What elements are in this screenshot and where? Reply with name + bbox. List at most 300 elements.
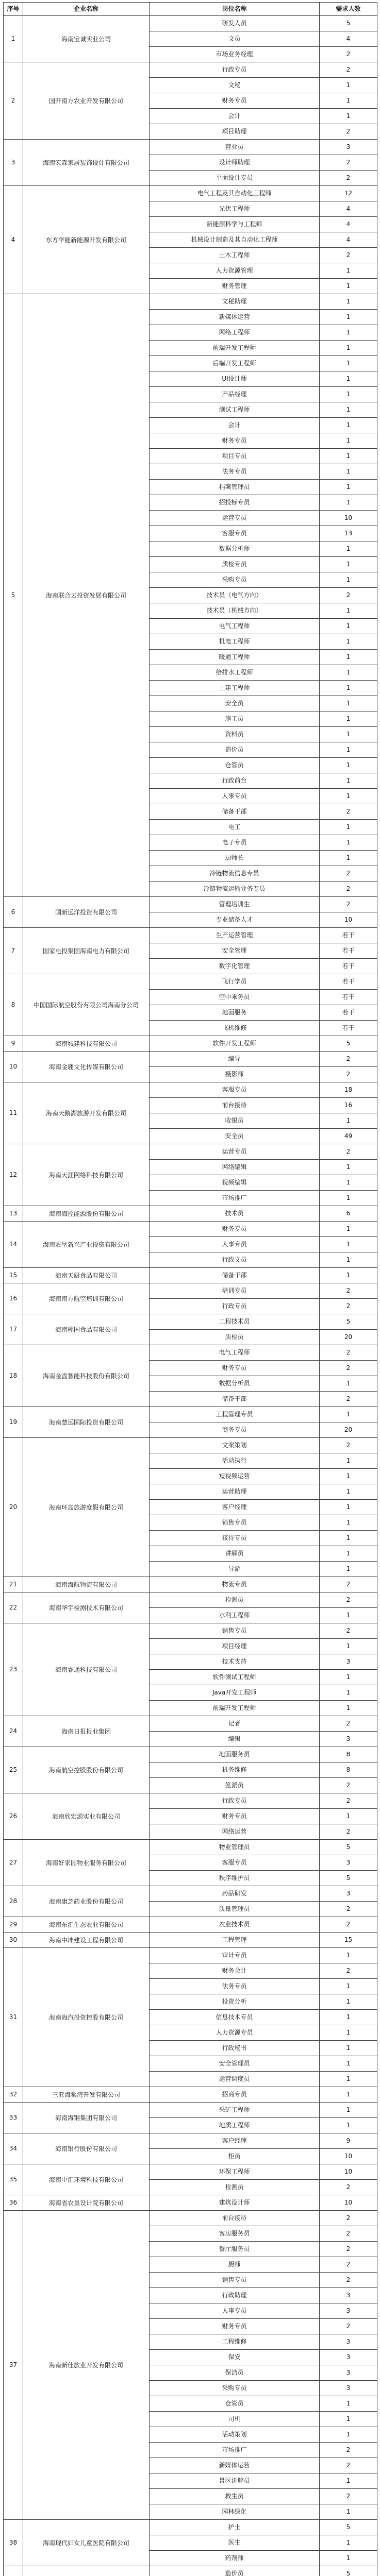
row-position: 运营专员 xyxy=(150,1144,320,1160)
row-position: 客服专员 xyxy=(150,1082,320,1098)
row-company: 海南航空控股股份有限公司 xyxy=(23,1747,150,1793)
row-position: 会计 xyxy=(150,109,320,124)
table-row xyxy=(4,1623,377,1639)
table-row xyxy=(4,140,377,155)
row-position: 物业管理员 xyxy=(150,1840,320,1855)
row-count: 1 xyxy=(320,1809,377,1824)
row-count: 1 xyxy=(320,1979,377,1994)
row-count: 16 xyxy=(320,1098,377,1113)
row-position: 厨师长 xyxy=(150,851,320,866)
table-row xyxy=(4,2211,377,2226)
row-position: 飞行学员 xyxy=(150,974,320,990)
row-count: 1 xyxy=(320,681,377,696)
row-seq: 17 xyxy=(4,1314,23,1345)
row-count: 1 xyxy=(320,2072,377,2087)
row-count: 1 xyxy=(320,650,377,665)
row-count: 2 xyxy=(320,1438,377,1453)
row-position: 文秘助理 xyxy=(150,294,320,310)
row-position: 保安 xyxy=(150,2350,320,2365)
row-count: 10 xyxy=(320,511,377,526)
row-seq: 25 xyxy=(4,1747,23,1793)
row-position: 机务维修 xyxy=(150,1762,320,1778)
row-company: 海南环岛旅游度假有限公司 xyxy=(23,1438,150,1577)
row-seq: 24 xyxy=(4,1716,23,1747)
row-count: 1 xyxy=(320,2551,377,2566)
table-row xyxy=(4,1206,377,1222)
row-position: 厨师 xyxy=(150,2257,320,2273)
row-position: 行政文员 xyxy=(150,1252,320,1268)
row-count: 1 xyxy=(320,696,377,711)
row-company: 海南天厨食品有限公司 xyxy=(23,1268,150,1283)
row-company: 东方华能新能源开发有限公司 xyxy=(23,186,150,294)
row-position: 市场推广 xyxy=(150,1191,320,1206)
row-position: 医生 xyxy=(150,2535,320,2551)
row-seq: 34 xyxy=(4,2133,23,2164)
row-position: 销售专员 xyxy=(150,2273,320,2288)
table-row xyxy=(4,186,377,201)
row-count: 3 xyxy=(320,1886,377,1902)
table-row xyxy=(4,1222,377,1237)
table-row xyxy=(4,1036,377,1052)
row-count: 1 xyxy=(320,727,377,742)
row-position: 人事专员 xyxy=(150,2303,320,2319)
row-position: 收银员 xyxy=(150,1113,320,1129)
row-position: 法务专员 xyxy=(150,1979,320,1994)
row-count: 3 xyxy=(320,1855,377,1871)
row-position: 质检专员 xyxy=(150,557,320,572)
row-position: 软件开发工程师 xyxy=(150,1036,320,1052)
table-row xyxy=(4,1268,377,1283)
row-company: 海南天鹅湖旅游开发有限公司 xyxy=(23,1082,150,1144)
row-seq: 14 xyxy=(4,1222,23,1268)
row-company: 海南银行股份有限公司 xyxy=(23,2133,150,2164)
row-count: 10 xyxy=(320,2164,377,2180)
row-count: 1 xyxy=(320,1515,377,1531)
row-company: 海南海控能源股份有限公司 xyxy=(23,1206,150,1222)
row-seq: 31 xyxy=(4,1948,23,2087)
row-position: 储备干部 xyxy=(150,1268,320,1283)
row-position: 信息技术专员 xyxy=(150,2010,320,2025)
row-count: 1 xyxy=(320,1191,377,1206)
row-seq: 35 xyxy=(4,2164,23,2195)
row-position: 光伏工程师 xyxy=(150,201,320,217)
header-position: 岗位名称 xyxy=(150,3,320,16)
row-company: 海南城建科技有限公司 xyxy=(23,1036,150,1052)
row-count: 49 xyxy=(320,1129,377,1144)
row-position: 地面服务员 xyxy=(150,1747,320,1762)
row-position: 财务专员 xyxy=(150,1809,320,1824)
row-seq: 26 xyxy=(4,1793,23,1840)
row-count: 1 xyxy=(320,418,377,433)
row-position: 财务专员 xyxy=(150,1361,320,1376)
row-position: 电气工程师 xyxy=(150,1345,320,1361)
row-count: 1 xyxy=(320,820,377,835)
row-count: 3 xyxy=(320,2365,377,2381)
row-count: 2 xyxy=(320,1577,377,1592)
row-position: 记者 xyxy=(150,1716,320,1732)
row-count: 20 xyxy=(320,1330,377,1345)
row-count: 4 xyxy=(320,232,377,248)
row-position: 培训专员 xyxy=(150,1283,320,1299)
row-count: 1 xyxy=(320,2473,377,2489)
row-company: 海南宏森家居装饰设计有限公司 xyxy=(23,140,150,186)
row-count: 1 xyxy=(320,279,377,294)
row-count: 1 xyxy=(320,402,377,418)
row-count: 1 xyxy=(320,1685,377,1701)
row-seq: 3 xyxy=(4,140,23,186)
row-position: 财务专员 xyxy=(150,433,320,449)
row-count: 1 xyxy=(320,1608,377,1623)
row-count: 1 xyxy=(320,310,377,325)
row-position: 施工员 xyxy=(150,711,320,727)
row-count: 2 xyxy=(320,1283,377,1299)
row-position: 网络编辑 xyxy=(150,1160,320,1175)
table-row xyxy=(4,1283,377,1299)
row-count: 2 xyxy=(320,124,377,140)
row-position: 安全员 xyxy=(150,696,320,711)
table-row xyxy=(4,1747,377,1762)
row-position: 农业技术员 xyxy=(150,1917,320,1933)
row-position: 网络运营 xyxy=(150,1824,320,1840)
table-row xyxy=(4,1948,377,1963)
row-company xyxy=(23,2566,150,2576)
row-count: 5 xyxy=(320,1871,377,1886)
row-position: 人力资源管理 xyxy=(150,263,320,279)
row-position: 采购专员 xyxy=(150,2381,320,2396)
row-position: 项目助理 xyxy=(150,124,320,140)
row-position: 生产运营管理 xyxy=(150,928,320,943)
row-position: 土建工程师 xyxy=(150,681,320,696)
row-position: 新媒体运营 xyxy=(150,310,320,325)
row-position: 研发人员 xyxy=(150,16,320,31)
row-count: 2 xyxy=(320,62,377,78)
row-company: 国开南方农业开发有限公司 xyxy=(23,62,150,140)
row-count: 1 xyxy=(320,1222,377,1237)
row-position: 人力资源专员 xyxy=(150,2025,320,2041)
row-count: 1 xyxy=(320,1639,377,1654)
table-row xyxy=(4,897,377,912)
row-count: 5 xyxy=(320,1036,377,1052)
row-position: 安全员 xyxy=(150,1129,320,1144)
row-position: 管理培训生 xyxy=(150,897,320,912)
row-position: 环保工程师 xyxy=(150,2164,320,2180)
row-count: 1 xyxy=(320,557,377,572)
row-company: 海南中坤建设工程有限公司 xyxy=(23,1933,150,1948)
row-position: 安全管理 xyxy=(150,943,320,959)
row-count: 3 xyxy=(320,2381,377,2396)
row-count: 1 xyxy=(320,2103,377,2118)
table-row xyxy=(4,1793,377,1809)
row-count: 1 xyxy=(320,464,377,480)
row-seq xyxy=(4,2566,23,2576)
row-position: 技术支持 xyxy=(150,1654,320,1670)
table-row xyxy=(4,1407,377,1422)
row-count: 1 xyxy=(320,325,377,341)
row-position: 商务专员 xyxy=(150,1422,320,1438)
row-position: 采购专员 xyxy=(150,572,320,588)
row-position: 仓管员 xyxy=(150,758,320,773)
row-position: 客户经理 xyxy=(150,1500,320,1515)
row-company: 海南南方航空培训有限公司 xyxy=(23,1283,150,1314)
row-position: 活动策划 xyxy=(150,2427,320,2443)
table-row xyxy=(4,928,377,943)
row-count: 8 xyxy=(320,1762,377,1778)
row-seq: 13 xyxy=(4,1206,23,1222)
row-company: 海南金鹿文化传媒有限公司 xyxy=(23,1052,150,1082)
row-count: 1 xyxy=(320,1407,377,1422)
row-count: 1 xyxy=(320,1175,377,1191)
row-seq: 8 xyxy=(4,974,23,1036)
header-count: 需求人数 xyxy=(320,3,377,16)
row-count: 15 xyxy=(320,1933,377,1948)
row-position: 讲解员 xyxy=(150,1546,320,1562)
row-position: 招投标专员 xyxy=(150,495,320,511)
table-row xyxy=(4,16,377,31)
row-count: 1 xyxy=(320,758,377,773)
row-count: 4 xyxy=(320,31,377,47)
row-count: 1 xyxy=(320,294,377,310)
row-seq: 4 xyxy=(4,186,23,294)
row-position: 市场业务经理 xyxy=(150,47,320,62)
row-count: 1 xyxy=(320,2056,377,2072)
row-position: 数字化管理 xyxy=(150,959,320,974)
table-row xyxy=(4,2566,377,2576)
row-count: 3 xyxy=(320,140,377,155)
row-position: 餐厅服务员 xyxy=(150,2242,320,2257)
row-count: 1 xyxy=(320,109,377,124)
row-position: 新能源科学与工程师 xyxy=(150,217,320,232)
row-count: 1 xyxy=(320,773,377,789)
row-count: 1 xyxy=(320,1546,377,1562)
row-company: 国家电投集团海南电力有限公司 xyxy=(23,928,150,974)
row-count: 2 xyxy=(320,2242,377,2257)
row-seq: 18 xyxy=(4,1345,23,1407)
row-position: 新媒体运营 xyxy=(150,2458,320,2473)
row-count: 1 xyxy=(320,2427,377,2443)
row-company: 海南联合云投资发展有限公司 xyxy=(23,294,150,897)
row-position: 技术员 xyxy=(150,1206,320,1222)
row-position: 后端开发工程师 xyxy=(150,356,320,371)
row-count: 2 xyxy=(320,1917,377,1933)
row-position: 资料员 xyxy=(150,727,320,742)
row-company: 海南天涯网络科技有限公司 xyxy=(23,1144,150,1206)
row-count: 1 xyxy=(320,619,377,634)
row-count: 1 xyxy=(320,2041,377,2056)
row-count: 5 xyxy=(320,1840,377,1855)
table-row xyxy=(4,974,377,990)
row-count: 1 xyxy=(320,356,377,371)
row-count: 2 xyxy=(320,2489,377,2504)
row-count: 2 xyxy=(320,248,377,263)
row-count: 若干 xyxy=(320,959,377,974)
row-position: 冷链物流运输业务专员 xyxy=(150,882,320,897)
row-position: 储备干部 xyxy=(150,804,320,820)
row-position: 电气工程师 xyxy=(150,619,320,634)
row-position: 机械设计制造及其自动化工程师 xyxy=(150,232,320,248)
row-position: 审计专员 xyxy=(150,1948,320,1963)
row-position: 储备干部 xyxy=(150,1392,320,1407)
row-seq: 20 xyxy=(4,1438,23,1577)
row-position: 工程技术员 xyxy=(150,1314,320,1330)
row-count: 1 xyxy=(320,449,377,464)
row-seq: 1 xyxy=(4,16,23,62)
row-company: 海南农垦新兴产业投资有限公司 xyxy=(23,1222,150,1268)
row-position: 造价员 xyxy=(150,742,320,758)
row-company: 海南欣宏源实业有限公司 xyxy=(23,1793,150,1840)
row-company: 海南新佳旅业开发有限公司 xyxy=(23,2211,150,2520)
row-count: 1 xyxy=(320,263,377,279)
row-count: 若干 xyxy=(320,1005,377,1021)
row-seq: 27 xyxy=(4,1840,23,1886)
row-position: 工程管理专员 xyxy=(150,1407,320,1422)
row-position: 客户经理 xyxy=(150,2133,320,2149)
row-count: 10 xyxy=(320,2195,377,2211)
row-company: 三亚海棠湾开发有限公司 xyxy=(23,2087,150,2103)
row-position: 前端开发工程师 xyxy=(150,341,320,356)
row-seq: 6 xyxy=(4,897,23,928)
row-count: 1 xyxy=(320,1531,377,1546)
row-count: 1 xyxy=(320,1237,377,1252)
row-count: 1 xyxy=(320,572,377,588)
row-count: 10 xyxy=(320,912,377,928)
row-position: 行政助理 xyxy=(150,2288,320,2303)
row-count: 2 xyxy=(320,47,377,62)
row-position: 法务专员 xyxy=(150,464,320,480)
row-count: 2 xyxy=(320,1623,377,1639)
row-position: 地面服务 xyxy=(150,1005,320,1021)
row-count: 1 xyxy=(320,603,377,619)
row-count: 20 xyxy=(320,1422,377,1438)
row-count: 2 xyxy=(320,2257,377,2273)
row-seq: 29 xyxy=(4,1917,23,1933)
row-position: 行政专员 xyxy=(150,1299,320,1314)
row-count: 10 xyxy=(320,2149,377,2164)
row-count: 1 xyxy=(320,711,377,727)
row-count: 2 xyxy=(320,155,377,171)
row-company: 海南海汽投资控股有限公司 xyxy=(23,1948,150,2087)
row-count: 1 xyxy=(320,1948,377,1963)
table-row xyxy=(4,1577,377,1592)
row-seq: 5 xyxy=(4,294,23,897)
row-position: 电工 xyxy=(150,820,320,835)
table-row xyxy=(4,1144,377,1160)
row-position: 财务专员 xyxy=(150,93,320,109)
row-count: 12 xyxy=(320,186,377,201)
row-count: 1 xyxy=(320,2025,377,2041)
table-row xyxy=(4,2520,377,2535)
row-position: 销售专员 xyxy=(150,1623,320,1639)
row-position: 财务专员 xyxy=(150,2319,320,2334)
row-position: 文秘 xyxy=(150,78,320,93)
row-company: 海南椰国食品有限公司 xyxy=(23,1314,150,1345)
row-company: 海南海航物流有限公司 xyxy=(23,1577,150,1592)
row-position: 签派员 xyxy=(150,1778,320,1793)
row-company: 中国国际航空股份有限公司海南分公司 xyxy=(23,974,150,1036)
row-count: 1 xyxy=(320,78,377,93)
row-count: 2 xyxy=(320,1144,377,1160)
row-position: 暖通工程师 xyxy=(150,650,320,665)
row-position: 秩序维护员 xyxy=(150,1871,320,1886)
table-row xyxy=(4,2133,377,2149)
row-seq: 9 xyxy=(4,1036,23,1052)
row-position: 文案策划 xyxy=(150,1438,320,1453)
row-position: 检测员 xyxy=(150,2180,320,2195)
row-count: 2 xyxy=(320,1902,377,1917)
row-position: 技术员（电气方向） xyxy=(150,588,320,603)
row-count: 若干 xyxy=(320,943,377,959)
row-position: 药剂师 xyxy=(150,2551,320,2566)
row-count: 3 xyxy=(320,2350,377,2365)
row-position: 设计师助理 xyxy=(150,155,320,171)
row-count: 1 xyxy=(320,789,377,804)
row-position: 招商专员 xyxy=(150,2087,320,2103)
row-position: 前台接待 xyxy=(150,2211,320,2226)
row-company: 海南康芝药业股份有限公司 xyxy=(23,1886,150,1917)
row-company: 海南宝诚实业公司 xyxy=(23,16,150,62)
row-seq: 7 xyxy=(4,928,23,974)
row-position: 行政秘书 xyxy=(150,2041,320,2056)
row-count: 1 xyxy=(320,742,377,758)
row-position: 项目经理 xyxy=(150,1639,320,1654)
table-row xyxy=(4,1345,377,1361)
row-count: 1 xyxy=(320,1670,377,1685)
row-count: 2 xyxy=(320,1345,377,1361)
table-row xyxy=(4,2195,377,2211)
row-position: 土木工程师 xyxy=(150,248,320,263)
row-position: 人事专员 xyxy=(150,789,320,804)
row-position: 工程管理 xyxy=(150,1933,320,1948)
row-count: 1 xyxy=(320,371,377,387)
row-count: 2 xyxy=(320,2443,377,2458)
table-row xyxy=(4,1314,377,1330)
row-position: 救生员 xyxy=(150,2489,320,2504)
row-position: 飞机维修 xyxy=(150,1021,320,1036)
row-position: 造价员 xyxy=(150,2566,320,2576)
row-position: 视频编辑 xyxy=(150,1175,320,1191)
row-count: 1 xyxy=(320,341,377,356)
table-row xyxy=(4,2087,377,2103)
row-count: 2 xyxy=(320,866,377,882)
row-count: 5 xyxy=(320,16,377,31)
table-row xyxy=(4,1438,377,1453)
row-count: 1 xyxy=(320,387,377,402)
row-count: 1 xyxy=(320,1994,377,2010)
row-position: 营业员 xyxy=(150,140,320,155)
row-seq: 19 xyxy=(4,1407,23,1438)
row-count: 2 xyxy=(320,1067,377,1082)
row-position: 司机 xyxy=(150,2412,320,2427)
row-company: 海南中汇环境科技有限公司 xyxy=(23,2164,150,2195)
row-seq: 21 xyxy=(4,1577,23,1592)
table-row xyxy=(4,1917,377,1933)
row-count: 2 xyxy=(320,2180,377,2195)
table-row xyxy=(4,294,377,310)
row-position: 运营助理 xyxy=(150,1484,320,1500)
row-seq: 32 xyxy=(4,2087,23,2103)
table-body xyxy=(4,16,377,2576)
row-position: 工程维修 xyxy=(150,2334,320,2350)
row-count: 1 xyxy=(320,835,377,851)
table-row xyxy=(4,2103,377,2118)
row-position: 财务会计 xyxy=(150,1963,320,1979)
row-count: 2 xyxy=(320,2319,377,2334)
row-count: 4 xyxy=(320,201,377,217)
row-count: 1 xyxy=(320,480,377,495)
row-position: 市场推广 xyxy=(150,2443,320,2458)
row-position: 水利工程师 xyxy=(150,1608,320,1623)
row-position: 项目专员 xyxy=(150,449,320,464)
row-position: 接待专员 xyxy=(150,1531,320,1546)
